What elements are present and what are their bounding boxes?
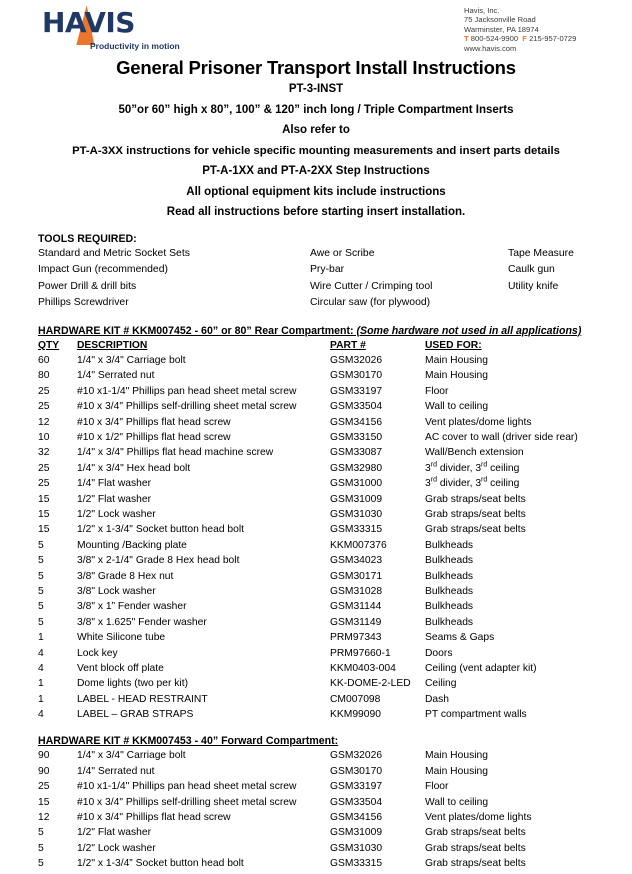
cell-used-for: Bulkheads [425,601,474,613]
cell-qty: 32 [38,447,50,459]
cell-qty: 80 [38,370,50,382]
table-row [0,447,632,462]
cell-used-for: Doors [425,647,453,659]
hardware-kit-heading [38,325,581,337]
cell-part-number: GSM34023 [330,555,383,567]
company-street: 75 Jacksonville Road [464,15,536,25]
cell-qty: 25 [38,478,50,490]
cell-used-for: Vent plates/dome lights [425,812,532,824]
subtitle-also-refer-to: Also refer to [282,124,350,136]
cell-description: #10 x 3/4" Phillips self-drilling sheet metal screw [77,796,297,808]
subtitle-optional-kits: All optional equipment kits include instructions [186,185,446,198]
cell-description: LABEL – GRAB STRAPS [77,709,194,721]
havis-logo [42,8,222,54]
cell-qty: 1 [38,693,44,705]
cell-description: 1/2" x 1-3/4” Socket button head bolt [77,858,244,870]
cell-part-number: GSM33197 [330,781,383,793]
cell-part-number: GSM33315 [330,858,383,870]
tool-item: Utility knife [508,280,559,292]
cell-used-for: Bulkheads [425,585,474,597]
cell-part-number: GSM31000 [330,478,383,490]
cell-used-for: Main Housing [425,355,488,367]
tool-item: Caulk gun [508,264,555,275]
table-row [0,858,632,873]
cell-description: 1/4" x 3/4" Hex head bolt [77,462,191,474]
tools-row [0,297,632,314]
cell-qty: 5 [38,858,44,870]
cell-used-for: Grab straps/seat belts [425,858,526,870]
cell-used-for: Bulkheads [425,539,474,551]
cell-used-for: Wall to ceiling [425,401,489,413]
cell-part-number: GSM33315 [330,524,383,536]
tool-item: Pry-bar [310,264,345,275]
cell-part-number: GSM33150 [330,432,383,444]
tool-item: Tape Measure [508,247,574,259]
cell-used-for: 3rd divider, 3rd ceiling [425,476,520,490]
cell-description: 3/8" x 2-1/4" Grade 8 Hex head bolt [77,555,240,567]
cell-description: 1/4" x 3/4" Carriage bolt [77,750,186,762]
cell-part-number: GSM31149 [330,616,382,628]
cell-part-number: GSM31009 [330,827,383,839]
cell-description: 1/2" Lock washer [77,509,156,520]
cell-description: 1/2" Flat washer [77,827,152,839]
hardware-table [0,340,632,725]
table-row [0,648,632,663]
cell-description: 1/4" Flat washer [77,478,152,490]
table-row [0,524,632,539]
subtitle-pt-a-3xx: PT-A-3XX instructions for vehicle specific mounting measurements and insert parts details [72,144,560,157]
cell-part-number: GSM32980 [330,462,383,474]
cell-qty: 12 [38,416,50,428]
table-row [0,463,632,478]
cell-qty: 5 [38,555,44,567]
cell-part-number: KK-DOME-2-LED [330,678,411,690]
table-row [0,509,632,524]
cell-qty: 60 [38,355,50,367]
hardware-kit [0,731,632,873]
cell-part-number: GSM33197 [330,385,383,397]
cell-description: Dome lights (two per kit) [77,678,189,690]
company-phone: 800-524-9900 [470,34,519,44]
cell-used-for: Ceiling (vent adapter kit) [425,662,537,674]
cell-used-for: Bulkheads [425,570,474,582]
cell-qty: 4 [38,709,44,721]
column-header-description: DESCRIPTION [77,339,148,351]
phone-label: T [464,34,469,44]
cell-used-for: Main Housing [425,765,488,777]
cell-description: 1/2" x 1-3/4" Socket button head bolt [77,524,245,536]
hardware-kits [0,321,632,874]
cell-description: 1/4" Serrated nut [77,370,155,382]
cell-description: #10 x 3/4" Phillips flat head screw [77,416,231,428]
logo-wordmark [42,8,222,38]
page-header [0,0,632,54]
hardware-kit-heading [38,735,338,747]
cell-used-for: Grab straps/seat belts [425,493,526,505]
cell-description: LABEL - HEAD RESTRAINT [77,693,208,705]
tools-row [0,264,632,281]
table-row [0,386,632,401]
cell-qty: 90 [38,750,50,762]
cell-part-number: GSM32026 [330,750,383,762]
cell-qty: 5 [38,842,44,854]
cell-qty: 12 [38,812,50,824]
hardware-kit-title: HARDWARE KIT # KKM007453 - 40” Forward Compartment: [38,735,339,748]
cell-qty: 5 [38,827,44,839]
table-row [0,694,632,709]
cell-part-number: GSM32026 [330,355,383,367]
cell-part-number: KKM99090 [330,709,381,721]
table-row [0,781,632,796]
table-row [0,812,632,827]
cell-part-number: KKM007376 [330,539,387,551]
table-row [0,797,632,812]
cell-description: White Silicone tube [77,632,166,644]
cell-used-for: Grab straps/seat belts [425,524,526,536]
table-row [0,401,632,416]
cell-description: #10 x 3/4" Phillips flat head screw [77,812,231,824]
cell-description: 3/8" x 1” Fender washer [77,601,187,613]
tools-required-list [0,248,632,314]
table-row [0,478,632,493]
hardware-kit-note: (Some hardware not used in all applications) [353,324,582,337]
cell-part-number: GSM33504 [330,796,383,808]
cell-used-for: Main Housing [425,370,488,382]
tools-row [0,248,632,265]
cell-part-number: GSM31030 [330,842,383,854]
cell-part-number: PRM97343 [330,632,382,644]
cell-part-number: PRM97660-1 [330,647,391,659]
table-row [0,709,632,724]
cell-qty: 1 [38,632,44,644]
table-row [0,632,632,647]
cell-used-for: Bulkheads [425,616,474,628]
document-part-number: PT-3-INST [288,83,344,95]
table-row [0,355,632,370]
company-fax: 215-957-0729 [529,34,577,44]
company-city-state-zip: Warminster, PA 18974 [464,24,539,34]
table-row [0,417,632,432]
table-row [0,766,632,781]
hardware-kit [0,321,632,725]
cell-qty: 5 [38,570,44,582]
company-website: www.havis.com [464,43,517,53]
page-title: General Prisoner Transport Install Instructions [116,57,516,78]
company-address [464,6,614,53]
cell-description: Lock key [77,647,118,659]
hardware-table [0,750,632,873]
cell-part-number: CM007098 [330,693,381,705]
table-row [0,750,632,765]
cell-description: 1/2" Lock washer [77,842,156,854]
tool-item: Standard and Metric Socket Sets [38,247,190,259]
table-row [0,843,632,858]
table-row [0,540,632,555]
cell-qty: 25 [38,462,50,474]
tool-item: Awe or Scribe [310,247,375,259]
cell-description: Mounting /Backing plate [77,539,187,551]
cell-used-for: Wall/Bench extension [425,447,524,459]
cell-description: 1/4" x 3/4" Phillips flat head machine screw [77,447,274,459]
cell-used-for: Grab straps/seat belts [425,842,526,854]
table-row [0,601,632,616]
cell-qty: 15 [38,509,50,520]
cell-used-for: Dash [425,693,450,705]
cell-part-number: GSM34156 [330,416,383,428]
tool-item: Impact Gun (recommended) [38,264,168,275]
table-row [0,678,632,693]
table-header-row [0,340,632,356]
cell-description: #10 x1-1/4" Phillips pan head sheet metal screw [77,385,297,397]
cell-description: 3/8" x 1.625" Fender washer [77,616,207,628]
cell-description: #10 x1-1/4" Phillips pan head sheet metal screw [77,781,297,793]
cell-qty: 15 [38,796,50,808]
logo-tagline: Productivity in motion [90,41,180,51]
cell-used-for: Grab straps/seat belts [425,509,526,520]
cell-qty: 5 [38,539,44,551]
company-phone-line [464,34,614,43]
cell-qty: 15 [38,493,50,505]
cell-qty: 25 [38,781,50,793]
cell-used-for: Ceiling [425,678,457,690]
cell-description: 1/4" x 3/4" Carriage bolt [77,355,186,367]
table-row [0,432,632,447]
hardware-kit-title: HARDWARE KIT # KKM007452 - 60” or 80” Rear Compartment: [38,324,354,337]
subtitle-read-all: Read all instructions before starting insert installation. [166,206,466,218]
tools-row [0,281,632,298]
cell-used-for: Vent plates/dome lights [425,416,532,428]
cell-used-for: Main Housing [425,750,488,762]
cell-used-for: 3rd divider, 3rd ceiling [425,461,520,474]
cell-used-for: Wall to ceiling [425,796,489,808]
cell-part-number: GSM30171 [330,570,383,582]
cell-used-for: Seams & Gaps [425,632,495,644]
cell-description: 3/8" Lock washer [77,585,156,597]
cell-part-number: GSM31009 [330,493,383,505]
cell-part-number: GSM31028 [330,585,383,597]
table-row [0,586,632,601]
cell-description: 3/8" Grade 8 Hex nut [77,570,174,582]
cell-qty: 25 [38,385,50,397]
cell-description: #10 x 1/2" Phillips flat head screw [77,432,231,444]
table-row [0,494,632,509]
logo-text: HAVIS [42,6,135,39]
table-row [0,555,632,570]
cell-part-number: GSM33504 [330,401,383,413]
cell-part-number: GSM34156 [330,812,383,824]
cell-qty: 5 [38,585,44,597]
fax-label: F [522,34,527,44]
cell-used-for: AC cover to wall (driver side rear) [425,432,578,444]
cell-part-number: GSM33087 [330,447,383,459]
cell-qty: 4 [38,647,44,659]
tool-item: Power Drill & drill bits [38,280,137,292]
tools-required-heading: TOOLS REQUIRED: [38,232,137,245]
cell-part-number: GSM31144 [330,601,382,613]
cell-qty: 5 [38,601,44,613]
table-row [0,617,632,632]
table-row [0,663,632,678]
cell-qty: 15 [38,524,50,536]
table-row [0,370,632,385]
company-name: Havis, Inc. [464,6,500,15]
subtitle-pt-a-1xx-2xx: PT-A-1XX and PT-A-2XX Step Instructions [202,165,430,177]
column-header-qty: QTY [38,339,60,351]
cell-part-number: KKM0403-004 [330,662,396,674]
cell-qty: 25 [38,401,50,413]
title-block [0,56,632,223]
cell-part-number: GSM30170 [330,370,383,382]
cell-qty: 10 [38,432,50,444]
cell-qty: 5 [38,616,44,628]
cell-used-for: Floor [425,781,449,793]
column-header-used-for: USED FOR: [425,339,482,351]
cell-used-for: Floor [425,385,449,397]
cell-description: Vent block off plate [77,662,164,674]
cell-used-for: PT compartment walls [425,709,527,721]
column-header-part: PART # [330,339,366,351]
cell-qty: 90 [38,765,50,777]
cell-description: 1/4" Serrated nut [77,765,155,777]
cell-part-number: GSM31030 [330,509,383,520]
cell-description: #10 x 3/4" Phillips self-drilling sheet metal screw [77,401,297,413]
subtitle-dimensions: 50”or 60” high x 80”, 100” & 120” inch long / Triple Compartment Inserts [118,103,514,116]
cell-qty: 4 [38,662,44,674]
cell-used-for: Bulkheads [425,555,474,567]
tool-item: Wire Cutter / Crimping tool [310,280,433,292]
cell-used-for: Grab straps/seat belts [425,827,526,839]
cell-qty: 1 [38,678,44,690]
cell-description: 1/2" Flat washer [77,493,152,505]
table-row [0,571,632,586]
tool-item: Circular saw (for plywood) [310,297,431,308]
cell-part-number: GSM30170 [330,765,383,777]
table-row [0,827,632,842]
tool-item: Phillips Screwdriver [38,297,129,308]
